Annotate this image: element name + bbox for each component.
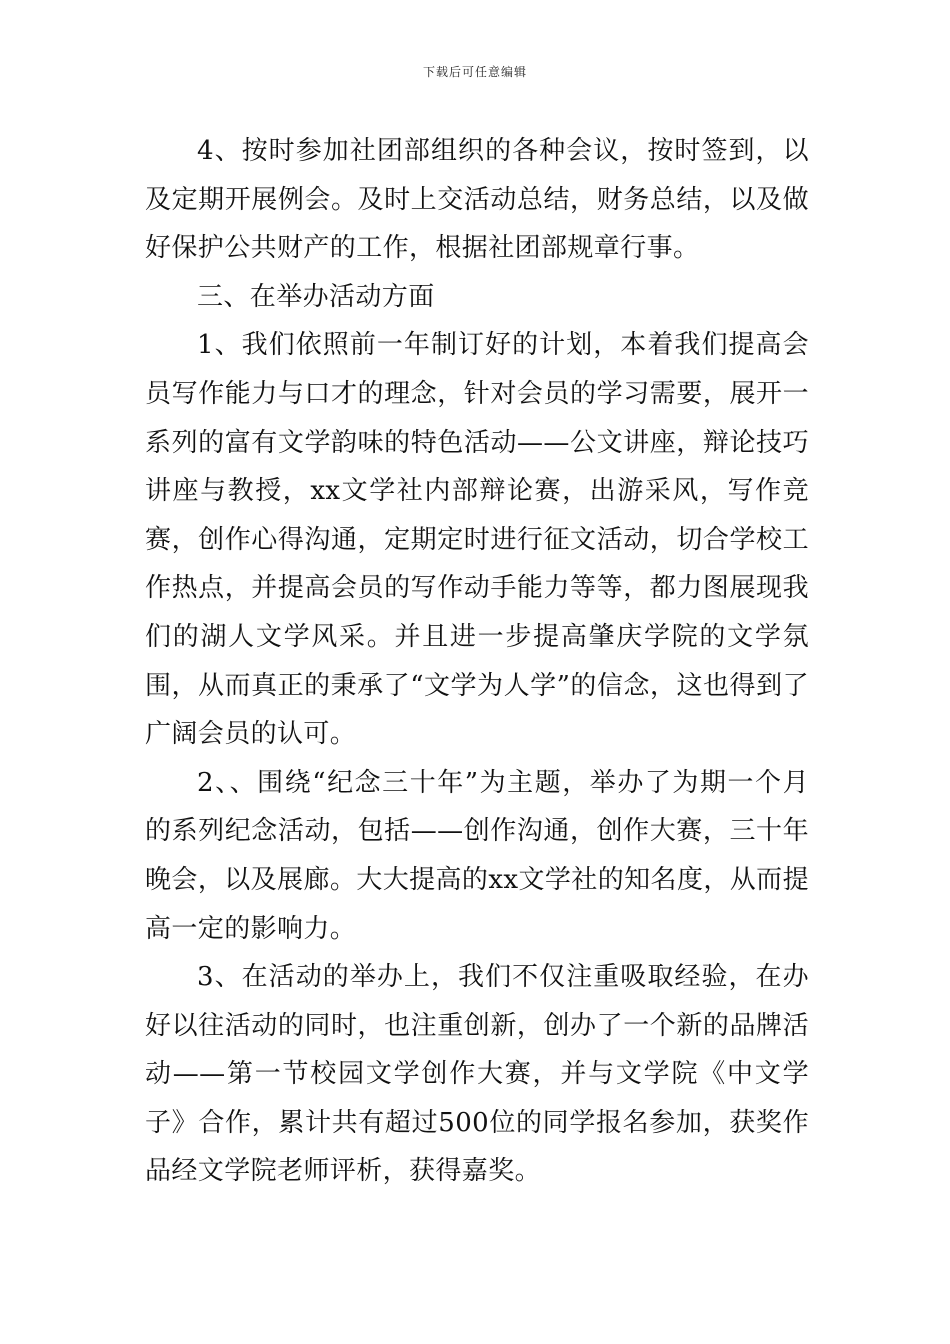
- paragraph-item-4: 4、按时参加社团部组织的各种会议，按时签到，以及定期开展例会。及时上交活动总结，财务总结，以及做好保护公共财产的工作，根据社团部规章行事。: [145, 136, 809, 264]
- section-heading-activities: 三、在举办活动方面: [197, 281, 435, 312]
- paragraph-activity-1: 1、我们依照前一年制订好的计划，本着我们提高会员写作能力与口才的理念，针对会员的学习需要，展开一系列的富有文学韵味的特色活动——公文讲座，辩论技巧讲座与教授，xx文学社内部辩论赛，出游采风，写作竞赛，创作心得沟通，定期定时进行征文活动，切合学校工作热点，并提高会员的写作动手能力等等，都力图展现我们的湖人文学风采。并且进一步提高肇庆学院的文学氛围，从而真正的秉承了“文学为人学”的信念，这也得到了广阔会员的认可。: [145, 330, 809, 750]
- paragraph-activity-3: 3、在活动的举办上，我们不仅注重吸取经验，在办好以往活动的同时，也注重创新，创办了一个新的品牌活动——第一节校园文学创作大赛，并与文学院《中文学子》合作，累计共有超过500位的同学报名参加，获奖作品经文学院老师评析，获得嘉奖。: [145, 962, 809, 1187]
- document-body: [145, 127, 809, 1196]
- paragraph-activity-2: 2、、围绕“纪念三十年”为主题，举办了为期一个月的系列纪念活动，包括——创作沟通，创作大赛，三十年晚会，以及展廊。大大提高的xx文学社的知名度，从而提高一定的影响力。: [145, 767, 809, 944]
- page-header-note: 下载后可任意编辑: [422, 65, 527, 79]
